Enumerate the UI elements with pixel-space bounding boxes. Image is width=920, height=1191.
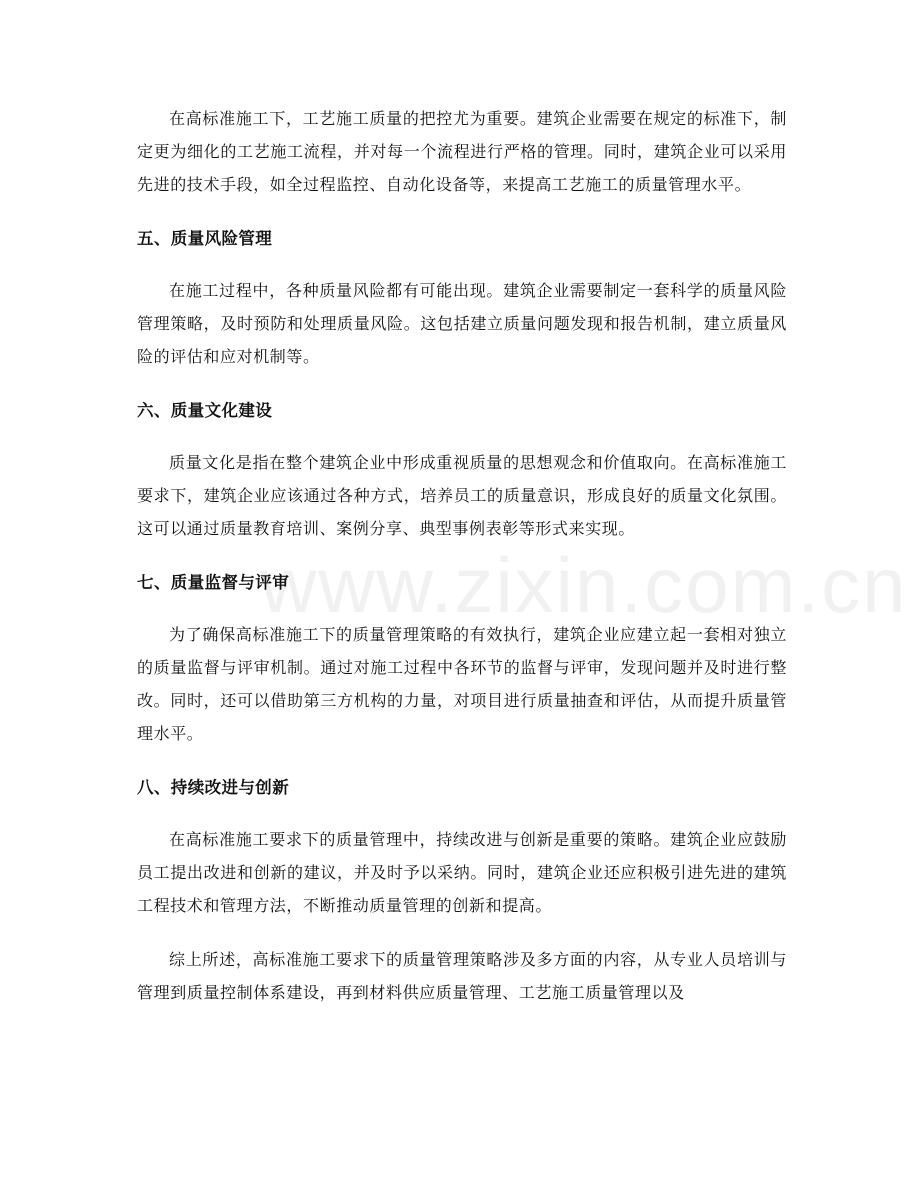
heading-quality-risk: 五、质量风险管理 [137, 229, 273, 248]
paragraph-summary: 综上所述，高标准施工要求下的质量管理策略涉及多方面的内容，从专业人员培训与管理到质量控制体系建设，再到材料供应质量管理、工艺施工质量管理以及 [137, 950, 787, 1002]
heading-quality-culture: 六、质量文化建设 [137, 401, 273, 420]
watermark: www.zixin.com.cn [260, 541, 908, 629]
heading-continuous-improvement: 八、持续改进与创新 [137, 778, 290, 797]
heading-quality-supervision: 七、质量监督与评审 [137, 573, 290, 592]
document-body [137, 102, 787, 1030]
paragraph-quality-risk: 在施工过程中，各种质量风险都有可能出现。建筑企业需要制定一套科学的质量风险管理策略，及时预防和处理质量风险。这包括建立质量问题发现和报告机制，建立质量风险的评估和应对机制等。 [137, 281, 787, 366]
paragraph-quality-culture: 质量文化是指在整个建筑企业中形成重视质量的思想观念和价值取向。在高标准施工要求下，建筑企业应该通过各种方式，培养员工的质量意识，形成良好的质量文化氛围。这可以通过质量教育培训、案例分享、典型事例表彰等形式来实现。 [137, 453, 787, 538]
paragraph-craft-quality: 在高标准施工下，工艺施工质量的把控尤为重要。建筑企业需要在规定的标准下，制定更为细化的工艺施工流程，并对每一个流程进行严格的管理。同时，建筑企业可以采用先进的技术手段，如全过程监控、自动化设备等，来提高工艺施工的质量管理水平。 [137, 109, 787, 194]
paragraph-continuous-improvement: 在高标准施工要求下的质量管理中，持续改进与创新是重要的策略。建筑企业应鼓励员工提出改进和创新的建议，并及时予以采纳。同时，建筑企业还应积极引进先进的建筑工程技术和管理方法，不断推动质量管理的创新和提高。 [137, 830, 787, 915]
paragraph-quality-supervision: 为了确保高标准施工下的质量管理策略的有效执行，建筑企业应建立起一套相对独立的质量监督与评审机制。通过对施工过程中各环节的监督与评审，发现问题并及时进行整改。同时，还可以借助第三方机构的力量，对项目进行质量抽查和评估，从而提升质量管理水平。 [137, 625, 787, 743]
